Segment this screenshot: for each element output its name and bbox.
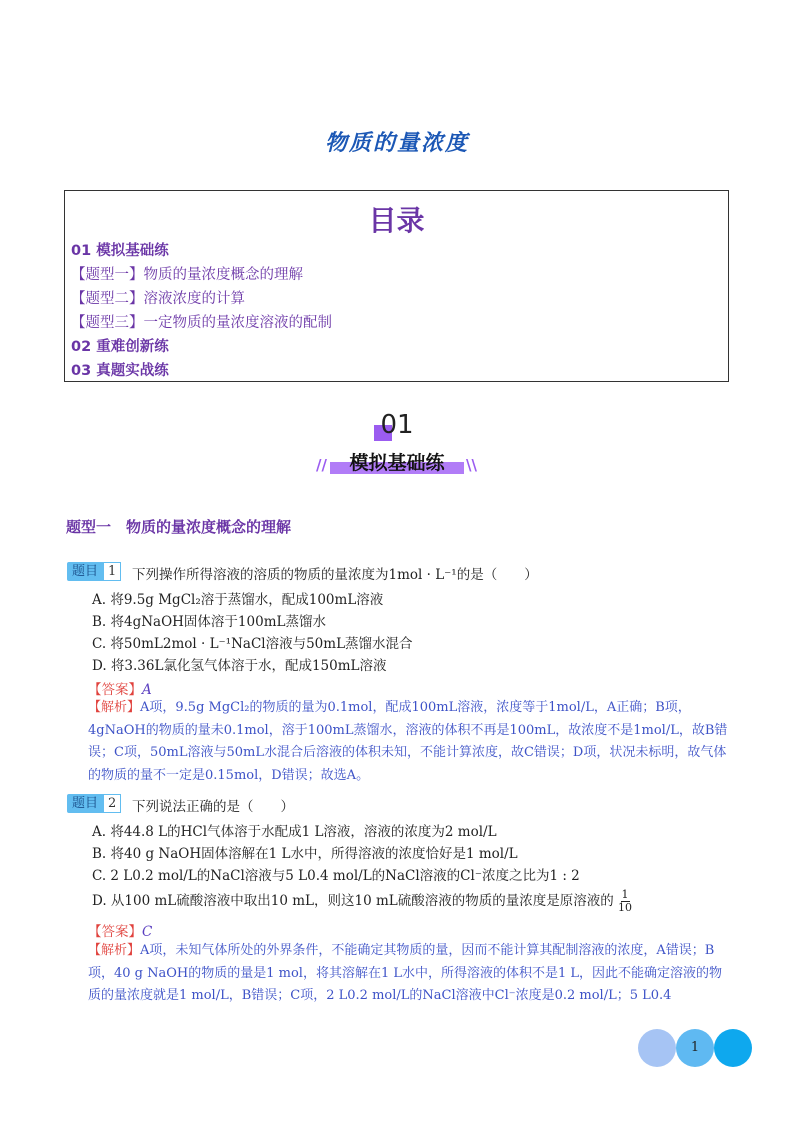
question-type-heading: 题型一 物质的量浓度概念的理解 — [66, 518, 292, 536]
answer-value: A — [142, 682, 152, 698]
page-number: 1 — [676, 1029, 714, 1067]
option-b: B. 将40 g NaOH固体溶解在1 L水中，所得溶液的浓度恰好是1 mol/L — [92, 846, 518, 862]
answer-value: C — [142, 924, 153, 940]
section-right-mark: \\ — [466, 456, 477, 474]
option-a: A. 将9.5g MgCl₂溶于蒸馏水，配成100mL溶液 — [92, 592, 384, 608]
fraction-denominator: 10 — [618, 901, 633, 914]
section-title: 模拟基础练 — [349, 452, 445, 474]
explanation-tag: 【解析】 — [88, 700, 141, 715]
section-number: 01 — [380, 410, 414, 440]
option-a: A. 将44.8 L的HCl气体溶于水配成1 L溶液，溶液的浓度为2 mol/L — [92, 824, 497, 840]
section-left-mark: // — [316, 456, 327, 474]
answer-line — [88, 920, 152, 940]
question-badge-label: 题目 — [67, 794, 103, 813]
option-d: D. 将3.36L氯化氢气体溶于水，配成150mL溶液 — [92, 658, 387, 674]
document-title: 物质的量浓度 — [324, 130, 469, 156]
question-stem: 下列说法正确的是（ ） — [132, 799, 294, 815]
answer-tag: 【答案】 — [88, 682, 142, 698]
option-d-text: D. 从100 mL硫酸溶液中取出10 mL，则这10 mL硫酸溶液的物质的量浓度是原溶液的 — [92, 893, 614, 909]
footer-circle-left — [638, 1029, 676, 1067]
fraction-one-tenth — [618, 889, 632, 914]
toc-item-type-1[interactable]: 【题型一】物质的量浓度概念的理解 — [71, 267, 303, 283]
toc-item-type-2[interactable]: 【题型二】溶液浓度的计算 — [71, 291, 245, 307]
answer-line — [88, 678, 152, 698]
toc-item-real-exam[interactable]: 03 真题实战练 — [71, 363, 169, 379]
question-badge-number: 1 — [103, 562, 121, 581]
footer-circle-right — [714, 1029, 752, 1067]
option-c: C. 2 L0.2 mol/L的NaCl溶液与5 L0.4 mol/L的NaCl溶液的Cl⁻浓度之比为1 : 2 — [92, 868, 580, 884]
fraction-numerator: 1 — [621, 888, 629, 901]
toc-heading: 目录 — [368, 204, 425, 237]
explanation-text: A项，9.5g MgCl₂的物质的量为0.1mol，配成100mL溶液，浓度等于1mol/L，A正确；B项，4gNaOH的物质的量未0.1mol，溶于100mL蒸馏水，溶液的体积不再是100mL，故浓度不是1mol/L，故B错误；C项，50mL溶液与50mL水混合后溶液的体积未知，不能计算浓度，故C错误；D项，状况未标明，故气体的物质的量不一定是0.15mol，D错误；故选A。 — [88, 700, 728, 783]
explanation — [88, 940, 728, 1008]
question-stem: 下列操作所得溶液的溶质的物质的量浓度为1mol · L⁻¹的是（ ） — [132, 567, 538, 583]
question-badge-number: 2 — [103, 794, 121, 813]
toc-item-mock-basics[interactable]: 01 模拟基础练 — [71, 243, 169, 259]
explanation-tag: 【解析】 — [88, 943, 141, 958]
toc-item-innovation[interactable]: 02 重难创新练 — [71, 339, 169, 355]
explanation-text: A项，未知气体所处的外界条件，不能确定其物质的量，因而不能计算其配制溶液的浓度，A错误；B项，40 g NaOH的物质的量是1 mol，将其溶解在1 L水中，所得溶液的体积不是1 L，因此不能确定溶液的物质的量浓度就是1 mol/L，B错误；C项，2 L0.2 mol/L的NaCl溶液中Cl⁻浓度是0.2 mol/L；5 L0.4 — [88, 943, 723, 1003]
table-of-contents — [64, 190, 729, 382]
option-b: B. 将4gNaOH固体溶于100mL蒸馏水 — [92, 614, 326, 630]
answer-tag: 【答案】 — [88, 924, 142, 940]
question-badge-label: 题目 — [67, 562, 103, 581]
toc-item-type-3[interactable]: 【题型三】一定物质的量浓度溶液的配制 — [71, 315, 332, 331]
question-badge — [67, 794, 121, 813]
option-d — [92, 889, 632, 914]
explanation — [88, 697, 728, 787]
option-c: C. 将50mL2mol · L⁻¹NaCl溶液与50mL蒸馏水混合 — [92, 636, 413, 652]
question-badge — [67, 562, 121, 581]
